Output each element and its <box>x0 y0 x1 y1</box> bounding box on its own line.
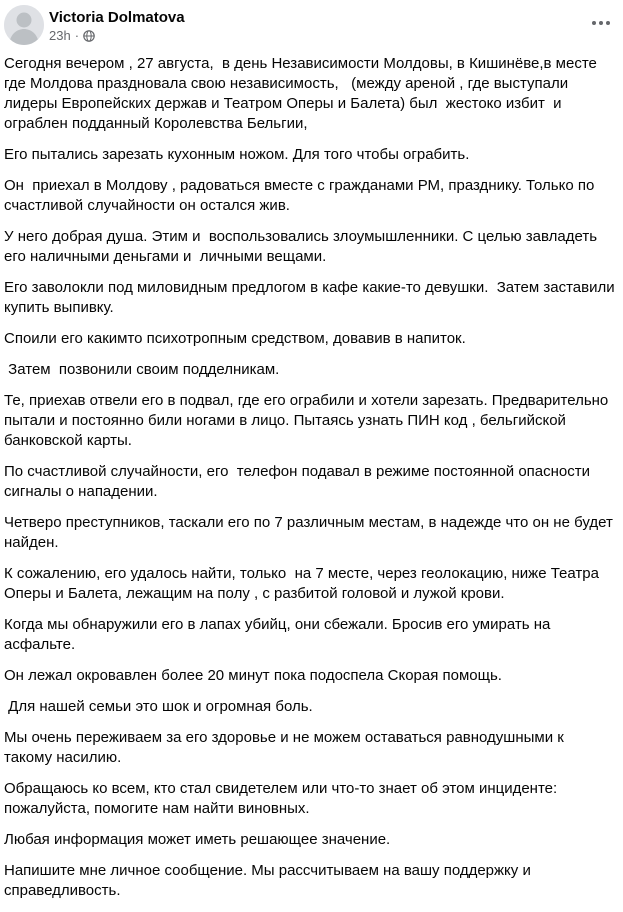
post-paragraph: Четверо преступников, таскали его по 7 различным местам, в надежде что он не будет найден. <box>4 514 617 551</box>
post-paragraph: Его пытались зарезать кухонным ножом. Для того чтобы ограбить. <box>4 146 470 163</box>
post-paragraph: Для нашей семьи это шок и огромная боль. <box>4 698 313 715</box>
default-avatar-icon <box>4 5 44 45</box>
post-paragraph: Мы очень переживаем за его здоровье и не можем оставаться равнодушными к такому насилию. <box>4 729 568 766</box>
post-paragraph: К сожалению, его удалось найти, только на 7 месте, через геолокацию, ниже Театра Оперы и Балета, лежащим на полу , с разбитой головой и лужой крови. <box>4 565 604 602</box>
post-paragraph: По счастливой случайности, его телефон подавал в режиме постоянной опасности сигналы о нападении. <box>4 463 595 500</box>
post-paragraph: Когда мы обнаружили его в лапах убийц, они сбежали. Бросив его умирать на асфальте. <box>4 616 555 653</box>
post-paragraph: Его заволокли под миловидным предлогом в кафе какие-то девушки. Затем заставили купить выпивку. <box>4 279 619 316</box>
post-text <box>4 54 619 912</box>
post-paragraph: Те, приехав отвели его в подвал, где его ограбили и хотели зарезать. Предварительно пытали и постоянно били ногами в лицо. Пытаясь узнать ПИН код , бельгийской банковской карты. <box>4 392 613 449</box>
meta-separator: · <box>74 28 80 43</box>
more-options-icon[interactable] <box>589 13 613 33</box>
author-name[interactable]: Victoria Dolmatova <box>49 9 185 26</box>
post-timestamp[interactable]: 23h <box>49 28 71 43</box>
post-paragraph: Споили его какимто психотропным средством, довавив в напиток. <box>4 330 466 347</box>
post-paragraph: Любая информация может иметь решающее значение. <box>4 831 391 848</box>
post-paragraph: Напишите мне личное сообщение. Мы рассчитываем на вашу поддержку и справедливость. <box>4 862 536 899</box>
post-paragraph: Он приехал в Молдову , радоваться вместе с гражданами РМ, празднику. Только по счастливой случайности он остался жив. <box>4 177 599 214</box>
post-paragraph: Сегодня вечером , 27 августа, в день Независимости Молдовы, в Кишинёве,в месте где Молдова праздновала свою независимость, (между ареной , где выступали лидеры Европейских держав и Театром Оперы и Балета) был жестоко избит и ограблен подданный Королевства Бельгии, <box>4 55 602 132</box>
author-avatar[interactable] <box>4 5 44 45</box>
post-paragraph: Обращаюсь ко всем, кто стал свидетелем или что-то знает об этом инциденте: пожалуйста, помогите нам найти виновных. <box>4 780 562 817</box>
post-header <box>4 5 623 47</box>
post-paragraph: Затем позвонили своим подделникам. <box>4 361 280 378</box>
post-paragraph: У него добрая душа. Этим и воспользовались злоумышленники. С целью завладеть его наличными деньгами и личными вещами. <box>4 228 602 265</box>
post-paragraph: Он лежал окровавлен более 20 минут пока подоспела Скорая помощь. <box>4 667 502 684</box>
globe-icon[interactable] <box>83 30 95 42</box>
post-meta <box>49 28 95 43</box>
